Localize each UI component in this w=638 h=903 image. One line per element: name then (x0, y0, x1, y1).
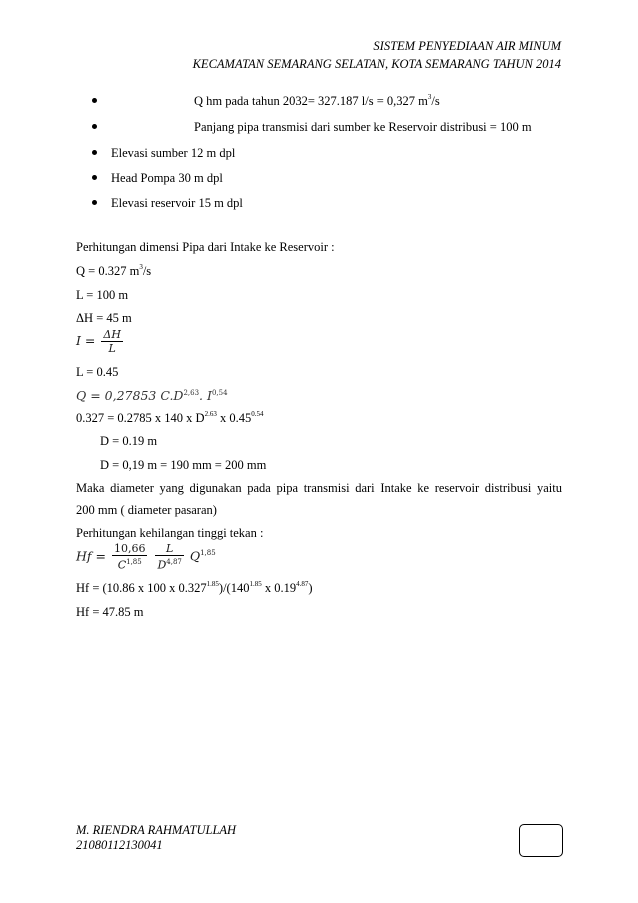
author-name: M. RIENDRA RAHMATULLAH (76, 823, 237, 837)
section-heading: Perhitungan dimensi Pipa dari Intake ke Reservoir : (76, 240, 335, 254)
length-line: L = 100 m (76, 288, 129, 302)
headloss-fraction-2: $\frac{L}{D^{4,87}}$ (157, 542, 182, 572)
headloss-formula: Hf = $\frac{10,66}{C^{1,85}}$ $\frac{L}{D^{4,87}}$ Q$^{1,85}$ (76, 542, 216, 572)
bullet-text: Panjang pipa transmisi dari sumber ke Reservoir distribusi = 100 m (194, 120, 532, 134)
diameter-result: D = 0.19 m (100, 434, 158, 448)
gradient-fraction: $\frac{\Delta H}{L}$ (103, 328, 121, 355)
bullet-text: Elevasi sumber 12 m dpl (111, 146, 236, 160)
headloss-result: Hf = 47.85 m (76, 605, 144, 619)
page-number-box (519, 824, 563, 857)
bullet-text: Head Pompa 30 m dpl (111, 171, 223, 185)
bullet-icon (92, 98, 97, 103)
bullet-icon (92, 124, 97, 129)
header-subtitle: KECAMATAN SEMARANG SELATAN, KOTA SEMARANG TAHUN 2014 (192, 57, 561, 71)
conclusion-text-cont: 200 mm ( diameter pasaran) (76, 503, 217, 517)
gradient-value: L = 0.45 (76, 365, 119, 379)
bullet-icon (92, 175, 97, 180)
header-title: SISTEM PENYEDIAAN AIR MINUM (373, 39, 561, 53)
diameter-conversion: D = 0,19 m = 190 mm = 200 mm (100, 458, 267, 472)
hazen-williams-formula: Q = 0,27853 $C.D^{2,63}$. I$^{0,54}$ (76, 388, 228, 404)
flow-line: Q = 0.327 $m^3/s$ (76, 262, 152, 278)
bullet-text: Elevasi reservoir 15 m dpl (111, 196, 243, 210)
headloss-substitution: Hf = (10.86 x 100 x $0.327^{1.85})/(140^{1.85}$ x $0.19^{4.87}$) (76, 579, 313, 595)
bullet-icon (92, 200, 97, 205)
headloss-fraction-1: $\frac{10,66}{C^{1,85}}$ (113, 542, 146, 572)
substitution-line: 0.327 = 0.2785 x 140 x $D^{2.63}$ x $0.45^{0.54}$ (76, 409, 264, 425)
author-id: 21080112130041 (76, 838, 163, 852)
conclusion-text: Maka diameter yang digunakan pada pipa transmisi dari Intake ke reservoir distribusi yaitu (76, 481, 562, 495)
head-diff-line: ΔH = 45 m (76, 311, 132, 325)
headloss-heading: Perhitungan kehilangan tinggi tekan : (76, 526, 264, 540)
bullet-text: Q hm pada tahun 2032= 327.187 l/s = 0,327 $m^3/s$ (194, 92, 440, 108)
gradient-formula: I = $\frac{\Delta H}{L}$ (76, 328, 121, 355)
bullet-icon (92, 150, 97, 155)
